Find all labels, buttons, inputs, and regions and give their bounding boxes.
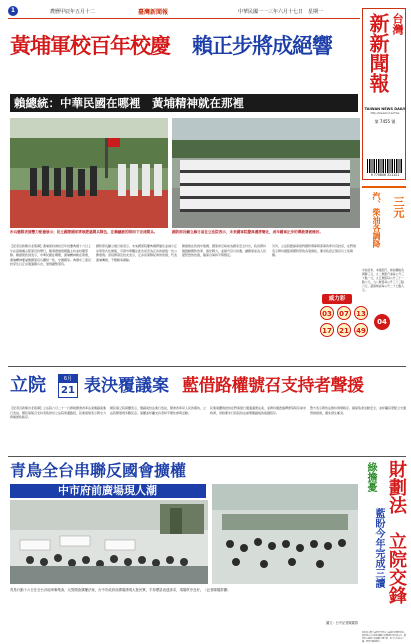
section3-subtitle: 中市府前廣場現人潮	[58, 484, 157, 497]
header-rule	[8, 18, 360, 19]
section2-column-3: 民進黨團則批評在野黨強行通過違憲法案，並將持續透過釋憲等程序尋求救濟，同時要求行政院依法處理覆議後的後續程序。	[210, 406, 307, 415]
photo-caption-right: 國防部長顧立雄日前在立法院表示，未來國軍院慶典禮將簡化，成年國軍正步的傳統將被檢討。	[172, 230, 323, 234]
fuel-title: 汽、柴油各調降	[372, 192, 381, 248]
lead-column-4: 另外，立法院藍綠兩黨對國防預算與軍事改革仍有歧見，在野黨表示將持續監督國防部的各項施政，要求政府正視官兵士氣問題。	[272, 244, 357, 257]
section3-photo-2	[212, 484, 358, 584]
masthead-issue: 第 7455 號	[374, 119, 396, 124]
lottery-numbers	[320, 306, 404, 340]
lottery-box	[318, 294, 404, 342]
lottery-number: 49	[354, 323, 368, 337]
section2-date-month: 6月	[59, 375, 77, 383]
masthead	[362, 8, 406, 180]
masthead-name: 新新聞報	[366, 13, 390, 93]
section2-title-right: 藍借路權號召支持者聲援	[182, 376, 364, 396]
page-number-badge: 1	[8, 6, 18, 16]
lottery-number: 07	[337, 306, 351, 320]
finance-sub1: 綠擔憂	[365, 462, 376, 492]
section2-headline	[10, 372, 406, 402]
lottery-label: 威力彩	[322, 294, 352, 304]
section3-caption: 青鳥行動十六日在全台各地串聯集會，反對國會擴權法案，台中市政府前廣場湧現大批民眾，手持標語表達訴求，現場秩序良好。（記者陳耀群攝）	[10, 588, 231, 592]
headline-left: 黃埔軍校百年校慶	[10, 34, 170, 58]
section2-rule	[8, 366, 406, 367]
lottery-number: 21	[337, 323, 351, 337]
masthead-english: TAIWAN NEWS DAILY	[364, 107, 406, 111]
section2-date-badge	[58, 374, 78, 398]
lottery-number: 17	[320, 323, 334, 337]
section2-date-day: 21	[61, 385, 75, 396]
finance-body: 財政收支劃分法修正草案在立法院引發朝野攻防。綠營擔心中央財政遭掏空影響國防及社福支出，藍營則主張地方財源應合理分配，盼今年內完成三讀，兩黨持續協商中。	[362, 632, 407, 643]
section2-column-4: 警方表示將依法維持現場秩序，確保集會活動安全，並呼籲民眾配合交通管制措施，避免發生衝突。	[310, 406, 407, 415]
masthead-website: http://www.tnd.wcT.tw	[370, 112, 400, 115]
lead-column-1: 【記者呂新臻台北報導】黃埔軍校建校百年校慶典禮十六日上午在高雄鳳山陸軍官校舉行，賴清德總統親臨主持並校閱部隊。賴總統致詞表示，中華民國在哪裡，黃埔精神就在那裡，黃埔精神要凝聚國軍官兵團結一致，守護國家。典禮中三軍官校學生以正步通過閱兵台，展現嚴整軍容。	[10, 244, 92, 266]
fuel-teaser	[362, 186, 406, 266]
lead-column-2: 國防部長顧立雄日前表示，未來國軍院慶典禮將簡化並減少正步等形式化操演，引發外界關注此次是否為正步的最後一次公開展現。退役將領及校友表示，正步是軍隊紀律的象徵，代表黃埔傳統，不應輕易廢除。	[96, 244, 178, 262]
lead-column-3: 賴總統在致詞中強調，國軍弟兄姊妹為國家安全付出，政府將持續推動國防改革，強化戰力，並提升官兵待遇，讓國軍成為人民最堅實的依靠，確保台海和平與穩定。	[182, 244, 267, 257]
gregorian-date: 中華民國一一三年六月十七日 星期一	[238, 9, 324, 15]
lead-photo-left	[10, 118, 168, 228]
lottery-number: 03	[320, 306, 334, 320]
fuel-title-big: 三元	[392, 196, 405, 218]
headline-subtitle: 賴總統：中華民國在哪裡 黃埔精神就在那裡	[14, 96, 244, 110]
page-header	[8, 5, 404, 17]
main-headline	[10, 26, 360, 66]
lottery-number: 13	[354, 306, 368, 320]
section3-photo	[10, 500, 208, 584]
section3-box	[10, 460, 358, 630]
finance-title: 財劃法 立院交鋒	[386, 460, 407, 604]
section2-title-left: 表決覆議案	[84, 376, 169, 396]
barcode	[367, 159, 403, 173]
lead-photo-right	[172, 118, 360, 228]
subtitle-bar	[10, 94, 358, 112]
finance-sub2: 藍盼今年完成三讀	[373, 508, 384, 588]
section3-photo-credit: 圖文：台中記者陳耀群	[326, 621, 358, 625]
section2-column-2: 國民黨立院黨團表示，覆議案依法進行表決，國會改革是人民的期待，立法院應展現多數民意。黨團並呼籲支持者和平理性參與活動。	[110, 406, 207, 415]
small-brand: 臺灣新聞報	[138, 9, 169, 16]
photo-caption-left: 步兵儀隊表演雙刀配槍展示；民主國際國家將領經過閱兵隊伍，在賴總統的陪同下完成閱兵。	[10, 230, 158, 234]
lottery-special-number: 04	[374, 314, 390, 330]
section2-tag: 立院	[10, 375, 46, 396]
section2-column-1: 【記者呂新臻台北報導】立法院六月二十一日將就國會改革法案覆議案進行表決，國民黨號召支持者集結於立法院周邊路段，民進黨則表示將全力捍衛憲政秩序。	[10, 406, 107, 419]
masthead-region: 台灣	[391, 13, 404, 35]
headline-right: 賴正步將成絕響	[192, 34, 332, 58]
section3-title: 青鳥全台串聯反國會擴權	[10, 461, 187, 480]
section3-subtitle-bar	[10, 484, 206, 498]
barcode-number: 9 770806 311121	[370, 173, 400, 177]
finance-side	[362, 460, 406, 632]
fuel-body: 中油宣布，本週起汽、柴油價格各調降三元，九二無鉛汽油每公升三十點一元，九五無鉛每公升三十一點六元，九八無鉛每公升三十三點六元，超級柴油每公升二十七點九元。	[362, 268, 404, 292]
section3-rule	[8, 456, 406, 457]
lunar-date: 農曆甲辰年五月十二	[50, 9, 96, 15]
